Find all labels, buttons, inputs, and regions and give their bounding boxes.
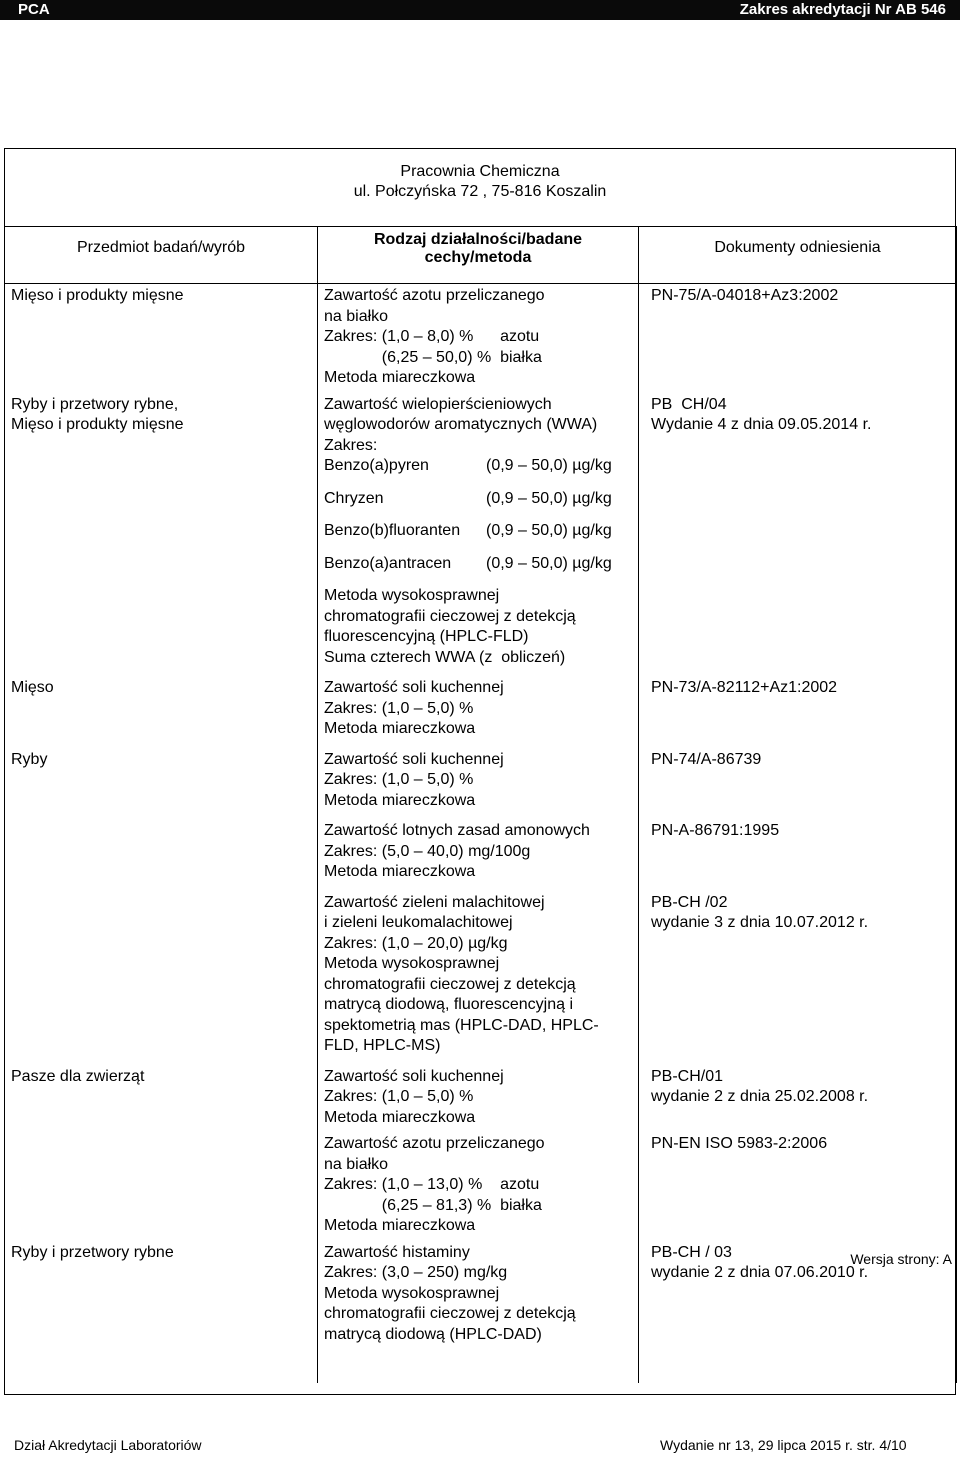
method-line: Zakres:: [324, 436, 378, 454]
method-line: Zawartość zieleni malachitowej: [324, 893, 545, 911]
method-line: FLD, HPLC-MS): [324, 1037, 441, 1054]
col-header-docs: Dokumenty odniesienia: [639, 227, 957, 284]
table-row: [5, 815, 957, 887]
pah-range: (0,9 – 50,0) µg/kg: [486, 457, 612, 474]
table-row: [5, 744, 957, 816]
method-line: na białko: [324, 307, 389, 325]
docs-line: PB-CH/01: [651, 1067, 724, 1085]
method-line: Metoda miareczkowa: [324, 863, 476, 880]
method-line: (6,25 – 50,0) % białka: [324, 348, 542, 366]
method-line: Zawartość lotnych zasad amonowych: [324, 822, 590, 839]
docs-line: wydanie 2 z dnia 07.06.2010 r.: [651, 1264, 869, 1281]
method_tail-line: Metoda wysokosprawnej: [324, 587, 500, 604]
table-row: [5, 887, 957, 1061]
subject-line: [11, 821, 317, 842]
table-row: [5, 284, 957, 393]
cell-method: [318, 393, 639, 673]
method-line: Zawartość azotu przeliczanego: [324, 287, 545, 304]
method-line: Metoda miareczkowa: [324, 791, 476, 809]
col-header-method: [318, 227, 639, 284]
method-line: Zakres: (5,0 – 40,0) mg/100g: [324, 842, 531, 860]
method_tail-line: Suma czterech WWA (z obliczeń): [324, 648, 566, 666]
cell-subject: [5, 393, 318, 673]
cell-method: [318, 744, 639, 816]
top-bar: [0, 0, 960, 20]
pah-name: Benzo(a)pyren: [324, 457, 429, 474]
cell-docs: [639, 1061, 957, 1133]
cell-subject: [5, 1061, 318, 1133]
pah-compound-row: [324, 456, 638, 477]
method-line: Metoda wysokosprawnej: [324, 955, 500, 972]
method-line: Metoda wysokosprawnej: [324, 1284, 500, 1302]
cell-docs: [639, 284, 957, 393]
cell-method: [318, 815, 639, 887]
cell-subject: [5, 744, 318, 816]
top-bar-right: Zakres akredytacji Nr AB 546: [739, 1, 946, 18]
cell-subject: [5, 1241, 318, 1384]
lab-name: Pracownia Chemiczna: [400, 163, 560, 180]
footer-right: Wydanie nr 13, 29 lipca 2015 r. str. 4/10: [660, 1437, 907, 1453]
cell-subject: [5, 672, 318, 744]
subject-line: Pasze dla zwierząt: [11, 1067, 145, 1085]
method-line: Zakres: (1,0 – 8,0) % azotu: [324, 328, 540, 345]
cell-docs: [639, 744, 957, 816]
subject-line: Ryby i przetwory rybne: [11, 1243, 174, 1261]
docs-line: PN-73/A-82112+Az1:2002: [651, 679, 838, 696]
method-line: węglowodorów aromatycznych (WWA): [324, 416, 598, 433]
method-line: Zawartość soli kuchennej: [324, 750, 504, 768]
method-line: Zawartość azotu przeliczanego: [324, 1135, 545, 1152]
docs-line: PN-A-86791:1995: [651, 822, 780, 839]
docs-line: wydanie 3 z dnia 10.07.2012 r.: [651, 914, 869, 931]
cell-subject: [5, 887, 318, 1061]
method-line: matrycą diodową (HPLC-DAD): [324, 1325, 542, 1343]
cell-method: [318, 1132, 639, 1241]
subject-line: Ryby: [11, 750, 48, 768]
pah-compound-row: [324, 521, 638, 542]
cell-docs: [639, 887, 957, 1061]
method_tail-line: chromatografii cieczowej z detekcją: [324, 607, 576, 625]
docs-line: PN-EN ISO 5983-2:2006: [651, 1135, 828, 1152]
cell-subject: [5, 284, 318, 393]
pah-name: Benzo(b)fluoranten: [324, 522, 461, 539]
cell-method: [318, 887, 639, 1061]
docs-line: PN-74/A-86739: [651, 750, 762, 768]
col-header-method-line1: Rodzaj działalności/badane: [373, 231, 583, 248]
accreditation-table: [4, 226, 957, 1383]
method-line: Metoda miareczkowa: [324, 720, 476, 737]
docs-line: PN-75/A-04018+Az3:2002: [651, 287, 839, 304]
pah-range: (0,9 – 50,0) µg/kg: [486, 489, 612, 507]
method-line: Zawartość wielopierścieniowych: [324, 395, 552, 413]
method-line: Zakres: (1,0 – 20,0) µg/kg: [324, 934, 508, 952]
method-line: (6,25 – 81,3) % białka: [324, 1196, 542, 1214]
footer-left: Dział Akredytacji Laboratoriów: [14, 1437, 202, 1453]
top-bar-left: PCA: [18, 1, 50, 18]
pah-compound-row: [324, 489, 638, 510]
pah-name: Chryzen: [324, 489, 384, 507]
version-note: Wersja strony: A: [850, 1251, 952, 1267]
method-line: Zakres: (1,0 – 5,0) %: [324, 699, 474, 717]
docs-line: PB-CH / 03: [651, 1243, 732, 1261]
method-line: Zakres: (1,0 – 5,0) %: [324, 771, 474, 788]
subject-line: Mięso: [11, 679, 54, 696]
subject-line: Mięso i produkty mięsne: [11, 416, 184, 433]
cell-docs: [639, 815, 957, 887]
col-header-subject: Przedmiot badań/wyrób: [5, 227, 318, 284]
method-line: chromatografii cieczowej z detekcją: [324, 975, 576, 993]
cell-method: [318, 284, 639, 393]
table-row: [5, 672, 957, 744]
method-line: i zieleni leukomalachitowej: [324, 914, 513, 931]
cell-method: [318, 1061, 639, 1133]
method-line: Zakres: (1,0 – 5,0) %: [324, 1088, 474, 1105]
method-line: matrycą diodową, fluorescencyjną i: [324, 996, 574, 1013]
method-line: na białko: [324, 1155, 389, 1173]
pah-range: (0,9 – 50,0) µg/kg: [486, 522, 612, 539]
table-row: [5, 1061, 957, 1133]
method-line: spektometrią mas (HPLC-DAD, HPLC-: [324, 1016, 599, 1034]
method-line: Zakres: (3,0 – 250) mg/kg: [324, 1264, 508, 1281]
cell-docs: [639, 672, 957, 744]
table-row: [5, 1132, 957, 1241]
method-line: Zawartość histaminy: [324, 1243, 470, 1261]
docs-line: PB-CH /02: [651, 893, 728, 911]
cell-docs: [639, 1132, 957, 1241]
method-line: Zawartość soli kuchennej: [324, 679, 504, 696]
pah-compound-row: [324, 554, 638, 575]
method-line: Metoda miareczkowa: [324, 369, 476, 386]
method-line: Zawartość soli kuchennej: [324, 1067, 504, 1085]
pah-range: (0,9 – 50,0) µg/kg: [486, 554, 612, 572]
docs-line: wydanie 2 z dnia 25.02.2008 r.: [651, 1088, 869, 1105]
pah-name: Benzo(a)antracen: [324, 554, 452, 572]
method-line: Zakres: (1,0 – 13,0) % azotu: [324, 1176, 540, 1193]
docs-line: PB CH/04: [651, 395, 727, 413]
subject-line: Mięso i produkty mięsne: [11, 287, 184, 304]
subject-line: [11, 1134, 317, 1155]
docs-line: Wydanie 4 z dnia 09.05.2014 r.: [651, 416, 872, 433]
table-body: [5, 284, 957, 1384]
subject-line: Ryby i przetwory rybne,: [11, 395, 179, 413]
method-line: chromatografii cieczowej z detekcją: [324, 1305, 576, 1322]
cell-subject: [5, 1132, 318, 1241]
lab-address: ul. Połczyńska 72 , 75-816 Koszalin: [353, 183, 607, 200]
cell-docs: [639, 393, 957, 673]
cell-method: [318, 1241, 639, 1384]
method-line: Metoda miareczkowa: [324, 1217, 476, 1234]
cell-subject: [5, 815, 318, 887]
method_tail-line: fluorescencyjną (HPLC-FLD): [324, 628, 529, 645]
col-header-method-line2: cechy/metoda: [424, 249, 532, 266]
table-row: [5, 393, 957, 673]
table-row: [5, 1241, 957, 1384]
subject-line: [11, 893, 317, 914]
cell-method: [318, 672, 639, 744]
method-line: Metoda miareczkowa: [324, 1108, 476, 1126]
